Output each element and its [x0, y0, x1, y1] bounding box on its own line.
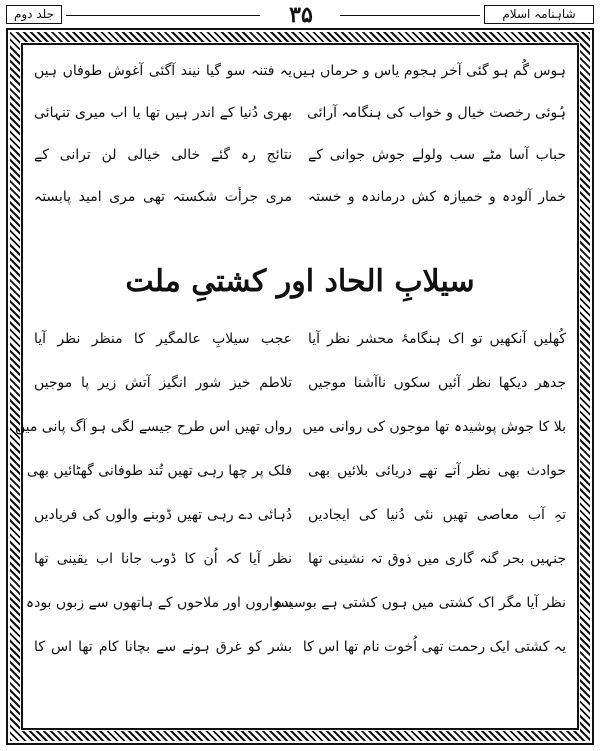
header-rule-right: [340, 15, 480, 16]
misra-first: جدھر دیکھا نظر آئیں سکوں ناآشنا موجیں: [308, 375, 566, 391]
couplet: [30, 56, 570, 86]
series-title: شاہنامہ اسلام: [484, 5, 594, 24]
misra-first: جنہیں بحر گنہ گاری میں ذوق تہ نشینی تھا: [308, 551, 566, 567]
misra-first: خمار آلودہ و خمیازہ کش درماندہ و خستہ: [308, 189, 566, 205]
header-rule-left: [66, 15, 260, 16]
misra-first: ہُوئی رخصت خیال و خواب کی ہنگامہ آرائی: [306, 105, 566, 121]
couplet: [30, 544, 570, 574]
misra-first: یہ کشتی ایک رحمت تھی اُخوت نام تھا اس کا: [302, 639, 566, 655]
couplet: [26, 456, 570, 486]
misra-first: حوادث بھی نظر آتے تھے دریائی بلائیں بھی: [308, 463, 566, 479]
stanza-2: [14, 324, 570, 655]
couplet: [14, 412, 570, 442]
misra-second: سواروں اور ملاحوں کے ہاتھوں سے زبوں بودہ: [25, 595, 292, 611]
misra-second: تلاطم خیز شور انگیز آتش زیر پا موجیں: [34, 375, 292, 391]
misra-second: دُہائی دے رہی تھیں ڈوبنے والوں کی فریادیں: [34, 507, 292, 523]
couplet: [30, 182, 570, 212]
couplet: [30, 98, 570, 128]
misra-second: نظر آیا کہ اُن کا ڈوب جانا اب یقینی تھا: [34, 551, 292, 567]
misra-first: ہوس گُم ہو گئی آخر ہجوم یاس و حرماں ہیں: [292, 63, 566, 79]
couplet: [30, 324, 570, 354]
section-title: سیلابِ الحاد اور کشتیِ ملت: [125, 264, 475, 299]
misra-first: حباب آسا مٹے سب ولولے جوش جوانی کے: [308, 147, 566, 163]
misra-second: فلک پر چھا رہی تھیں تُند طوفانی گھٹائیں بھی: [26, 463, 292, 479]
volume-label: جلد دوم: [6, 5, 62, 24]
misra-first: نظر آیا مگر اک کشتی میں ہوں کشتی ہے بوسیدہ: [274, 595, 566, 611]
page-header: [6, 3, 594, 27]
misra-second: عجب سیلابِ عالمگیر کا منظر نظر آیا: [34, 331, 292, 347]
misra-second: نتائج رہ گئے خالی خیالی لن ترانی کے: [34, 147, 292, 163]
misra-second: یہ فتنہ سو گیا نیند آگئی آغوش طوفاں ہیں: [34, 63, 292, 79]
misra-second: بشر کو غرق ہونے سے بچانا کام تھا اس کا: [34, 639, 292, 655]
couplet: [25, 588, 570, 618]
misra-second: مری جرأت شکستہ تھی مری امید پابستہ: [34, 189, 292, 205]
couplet: [30, 500, 570, 530]
stanza-1: [30, 56, 570, 205]
misra-second: رواں تھیں اس طرح جیسے لگی ہو آگ پانی میں: [14, 419, 292, 435]
couplet: [30, 632, 570, 662]
misra-first: تہِ آب معاصی تھیں نئی دُنیا کی ایجادیں: [308, 507, 566, 523]
misra-first: بلا کا جوش پوشیدہ تھا موجوں کی روانی میں: [302, 419, 566, 435]
page-number: ۳۵: [289, 2, 313, 28]
couplet: [30, 368, 570, 398]
misra-second: بھری دُنیا کے اندر ہیں تھا یا اب میری تنہائی: [34, 105, 292, 121]
couplet: [30, 140, 570, 170]
misra-first: کُھلیں آنکھیں تو اک ہنگامۂ محشر نظر آیا: [308, 331, 566, 347]
poem-body: [14, 52, 570, 732]
